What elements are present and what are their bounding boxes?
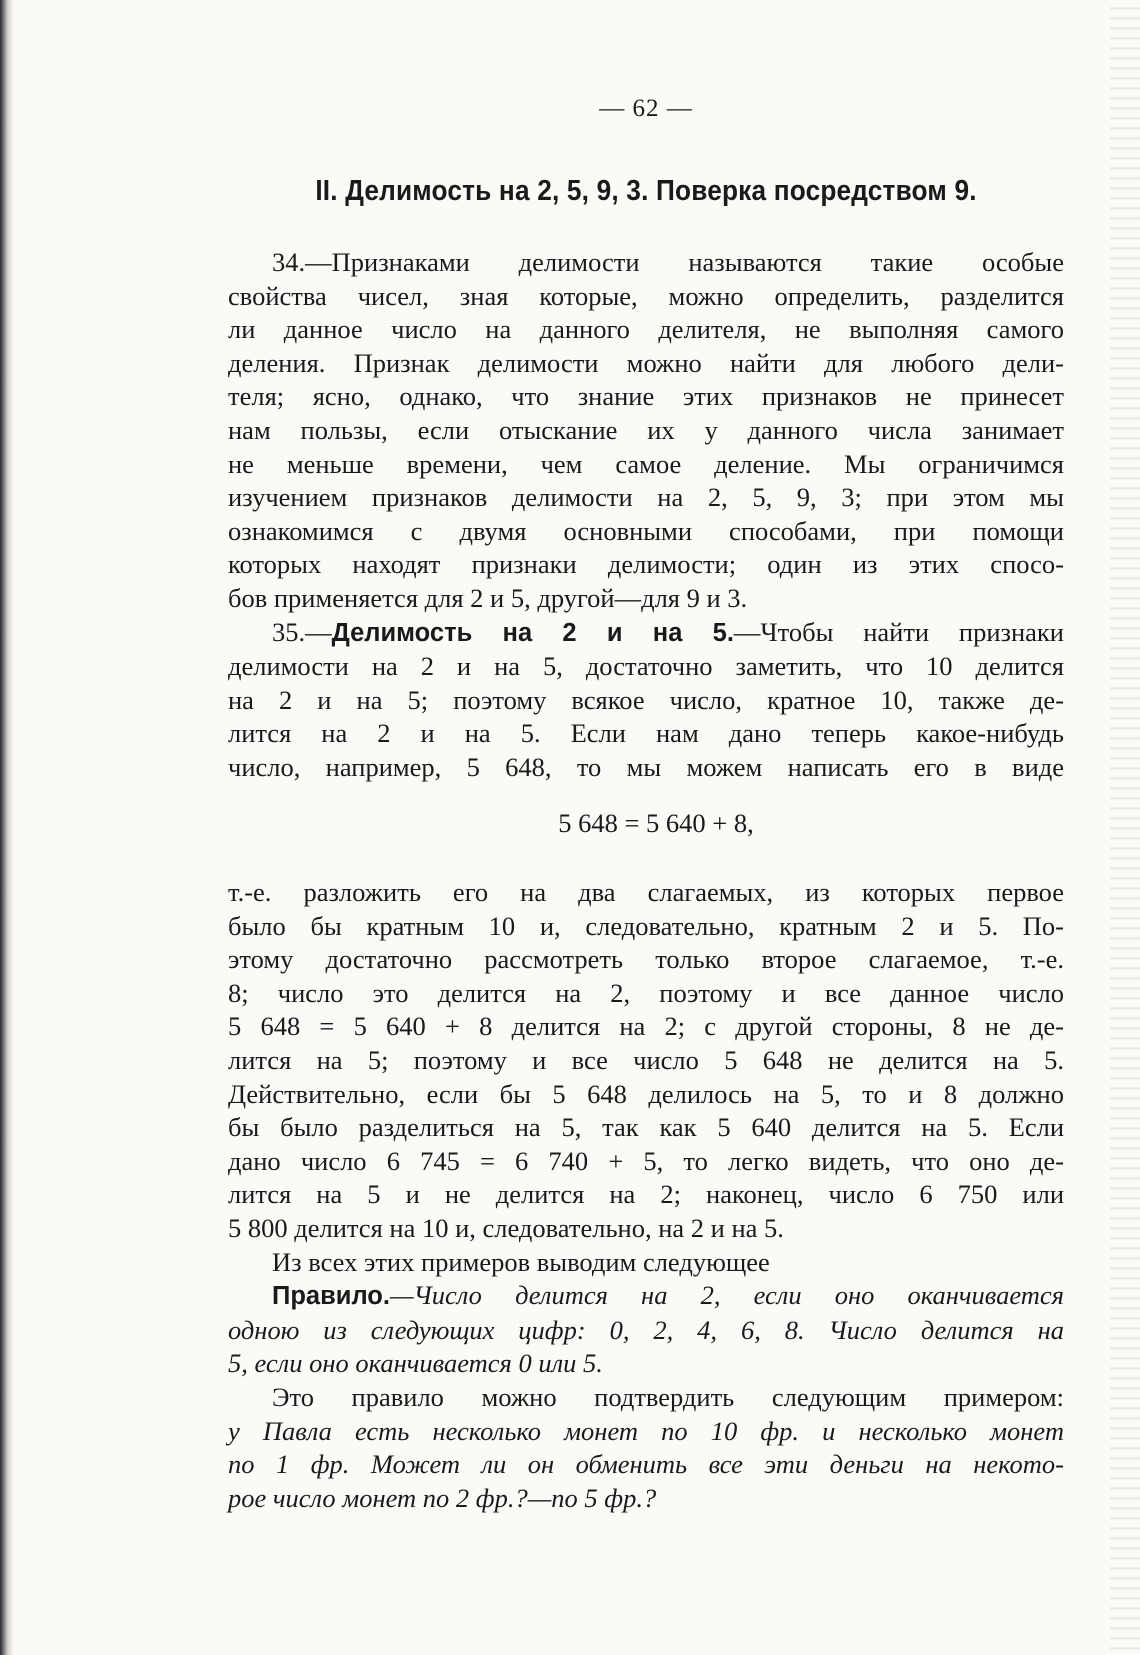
scan-edge-left <box>0 0 14 1655</box>
text-line: 5 648 = 5 640 + 8 делится на 2; с другой стороны, 8 не де- <box>228 1011 1064 1042</box>
text-line: 5 800 делится на 10 и, следовательно, на 2 и на 5. <box>228 1213 784 1244</box>
conclusion-intro: Из всех этих примеров выводим следующее <box>272 1246 770 1277</box>
rule-label: Правило. <box>272 1282 390 1311</box>
scan-edge-right <box>1110 0 1140 1655</box>
page-number: — 62 — <box>599 95 693 122</box>
text-line: на 2 и на 5; поэтому всякое число, кратное 10, также де- <box>228 684 1064 715</box>
paragraph-34 <box>228 246 1064 616</box>
section-title: II. Делимость на 2, 5, 9, 3. Поверка посредством 9. <box>315 175 977 207</box>
text-line: 8; число это делится на 2, поэтому и все данное число <box>228 977 1064 1008</box>
paragraph-number: 35.— <box>272 616 332 647</box>
text-line: бы было разделиться на 5, так как 5 640 делится на 5. Если <box>228 1112 1064 1143</box>
text-line: этому достаточно рассмотреть только второе слагаемое, т.-е. <box>228 944 1064 975</box>
text-line: лится на 5; поэтому и все число 5 648 не делится на 5. <box>228 1045 1064 1076</box>
text-line: деления. Признак делимости можно найти для любого дели- <box>228 347 1064 378</box>
text-line: которых находят признаки делимости; один из этих спосо- <box>228 549 1064 580</box>
rule-text: —Число делится на 2, если оно оканчивается <box>389 1280 1064 1311</box>
text-line: по 1 фр. Может ли он обменить все эти деньги на некото- <box>228 1449 1064 1480</box>
text-line: теля; ясно, однако, что знание этих признаков не принесет <box>228 381 1064 412</box>
paragraph-continuation <box>228 876 1064 1246</box>
book-page <box>228 95 1064 1515</box>
page-text <box>228 246 1064 1515</box>
text-line: у Павла есть несколько монет по 10 фр. и несколько монет <box>228 1415 1064 1446</box>
text-line: число, например, 5 648, то мы можем написать его в виде <box>228 751 1064 782</box>
text-line: 5, если оно оканчивается 0 или 5. <box>228 1348 603 1379</box>
text-line: нам пользы, если отыскание их у данного числа занимает <box>228 414 1064 445</box>
text-line: ознакомимся с двумя основными способами, при помощи <box>228 515 1064 546</box>
text-line: лится на 5 и не делится на 2; наконец, число 6 750 или <box>228 1179 1064 1210</box>
text-run: —Чтобы найти признаки <box>733 616 1064 647</box>
formula: 5 648 = 5 640 + 8, <box>558 807 754 838</box>
text-line: было бы кратным 10 и, следовательно, кратным 2 и 5. По- <box>228 910 1064 941</box>
text-line: делимости на 2 и на 5, достаточно заметить, что 10 делится <box>228 651 1064 682</box>
paragraph-heading: Делимость на 2 и на 5. <box>331 618 734 647</box>
text-line: Действительно, если бы 5 648 делилось на 5, то и 8 должно <box>228 1078 1064 1109</box>
text-line: одною из следующих цифр: 0, 2, 4, 6, 8. Число делится на <box>228 1314 1064 1345</box>
text-line <box>228 1279 1064 1314</box>
text-line: рое число монет по 2 фр.?—по 5 фр.? <box>228 1482 657 1513</box>
text-line: свойства чисел, зная которые, можно определить, разделится <box>228 280 1064 311</box>
text-line: изучением признаков делимости на 2, 5, 9, 3; при этом мы <box>228 482 1064 513</box>
text-line: 34.—Признаками делимости называются такие особые <box>272 247 1064 277</box>
example-problem <box>228 1415 1064 1516</box>
text-line: бов применяется для 2 и 5, другой—для 9 и 3. <box>228 582 748 613</box>
text-line <box>228 616 1064 651</box>
example-intro: Это правило можно подтвердить следующим примером: <box>272 1382 1064 1412</box>
rule-block <box>228 1279 1064 1381</box>
text-line: не меньше времени, чем самое деление. Мы ограничимся <box>228 448 1064 479</box>
paragraph-35 <box>228 616 1064 785</box>
text-line: т.-е. разложить его на два слагаемых, из которых первое <box>228 877 1064 908</box>
text-line: лится на 2 и на 5. Если нам дано теперь какое-нибудь <box>228 718 1064 749</box>
text-line: ли данное число на данного делителя, не выполняя самого <box>228 314 1064 345</box>
text-line: дано число 6 745 = 6 740 + 5, то легко видеть, что оно де- <box>228 1145 1064 1176</box>
